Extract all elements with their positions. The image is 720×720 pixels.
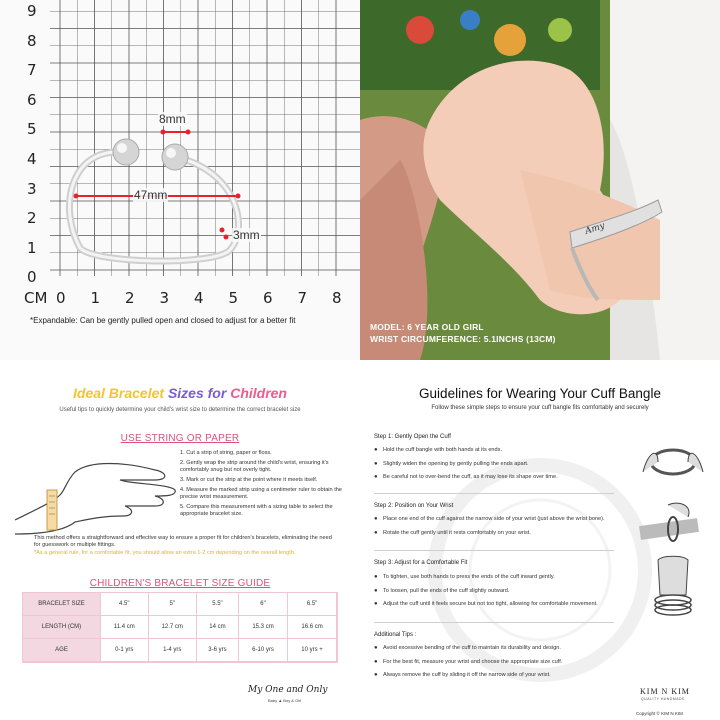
engraved-name: Amy <box>583 221 607 237</box>
y-axis-tick: 0 <box>27 268 37 287</box>
step-1-item: ● Slightly widen the opening by gently pulling the ends apart. <box>374 460 529 467</box>
step-1-list <box>374 447 644 488</box>
table-cell: 14 cm <box>197 616 239 639</box>
y-axis-tick: 2 <box>27 209 37 228</box>
copyright-text: Copyright © KIM N KIM <box>636 711 683 716</box>
step-3-item: ● To tighten, use both hands to press the ends of the cuff inward gently. <box>374 574 555 580</box>
step-1-item: ● Hold the cuff bangle with both hands at its ends. <box>374 447 502 453</box>
y-axis-tick: 9 <box>27 2 37 20</box>
ball-diameter-label: 8mm <box>159 112 186 126</box>
extra-allowance-note: *As a general rule, for a comfortable fit, you should allow an extra 1-2 cm depending on the overall length. <box>34 549 296 556</box>
table-cell: 1-4 yrs <box>149 639 197 662</box>
model-photo <box>360 0 720 360</box>
tip-item: ● Always remove the cuff by sliding it off the narrow side of your wrist. <box>374 672 551 679</box>
table-cell: 6-10 yrs <box>239 639 288 662</box>
brand-tagline: Baby ▲ Boy & Girl <box>268 698 302 703</box>
string-method-steps <box>180 450 348 521</box>
size-table-heading: CHILDREN'S BRACELET SIZE GUIDE <box>89 578 271 589</box>
band-thickness-label: 3mm <box>233 228 260 242</box>
model-age-caption: MODEL: 6 YEAR OLD GIRL <box>370 322 484 332</box>
x-axis-tick: 6 <box>263 289 273 307</box>
wearing-guidelines-panel <box>360 360 720 720</box>
method-note <box>34 535 334 557</box>
step-1-heading: Step 1: Gently Open the Cuff <box>374 434 451 440</box>
y-axis-tick: 7 <box>27 61 37 80</box>
size-guide-subtitle: Useful tips to quickly determine your child's wrist size to determine the correct bracelet size <box>59 407 301 413</box>
y-axis-tick: 5 <box>27 120 37 139</box>
table-cell: 6.5" <box>288 593 337 616</box>
row-header: BRACELET SIZE <box>23 593 101 616</box>
table-cell: 5" <box>149 593 197 616</box>
table-cell: 11.4 cm <box>101 616 149 639</box>
row-header: AGE <box>23 639 101 662</box>
inner-width-label: 47mm <box>134 188 168 202</box>
x-axis-tick: 4 <box>194 289 204 307</box>
size-guide-panel <box>0 360 360 720</box>
step-1-text: 1. Cut a strip of string, paper or floss. <box>180 450 272 456</box>
y-axis-tick: 3 <box>27 179 37 198</box>
guidelines-subtitle: Follow these simple steps to ensure your cuff bangle fits comfortably and securely <box>431 405 649 411</box>
step-1-item: ● Be careful not to over-bend the cuff, as it may lose its shape over time. <box>374 474 558 481</box>
y-axis-tick: 4 <box>27 150 37 168</box>
step-2-list <box>374 516 644 543</box>
y-axis-tick: 6 <box>27 90 37 109</box>
tips-heading: Additional Tips : <box>374 632 417 638</box>
adjust-cuff-illustration <box>638 555 708 620</box>
x-axis-tick: 3 <box>159 289 170 307</box>
method-note-text: This method offers a straightforward and effective way to ensure a proper fit for children's bracelets, eliminating the need for guesswork or multiple fittings. <box>34 535 332 549</box>
table-cell: 3-6 yrs <box>197 639 239 662</box>
divider <box>374 493 614 494</box>
x-axis-tick: 8 <box>332 289 342 307</box>
table-cell: 5.5" <box>197 593 239 616</box>
tip-item: ● For the best fit, measure your wrist and choose the appropriate size cuff. <box>374 658 563 665</box>
y-axis-tick: 1 <box>27 238 37 257</box>
step-3-list <box>374 574 644 615</box>
brand-logo-my-one-and-only: My One and Only <box>248 685 328 695</box>
title-part-2: Sizes for <box>167 385 227 401</box>
step-3-item: ● Adjust the cuff until it feels secure but not too tight, allowing for comfortable movement. <box>374 601 598 608</box>
y-axis-tick: 8 <box>27 31 37 50</box>
x-axis-tick: 7 <box>297 289 308 307</box>
table-cell: 16.6 cm <box>288 616 337 639</box>
table-cell: 4.5" <box>101 593 149 616</box>
table-cell: 12.7 cm <box>149 616 197 639</box>
title-part-3: Children <box>230 385 287 401</box>
step-2-item: ● Place one end of the cuff against the narrow side of your wrist (just above the wrist bone). <box>374 516 605 522</box>
x-axis-tick: 5 <box>228 289 239 307</box>
expandable-note: *Expandable: Can be gently pulled open and closed to adjust for a better fit <box>30 316 296 325</box>
table-cell: 15.3 cm <box>239 616 288 639</box>
x-axis-tick: 0 <box>56 289 66 307</box>
size-table <box>22 592 338 663</box>
table-cell: 0-1 yrs <box>101 639 149 662</box>
tip-item: ● Avoid excessive bending of the cuff to maintain its durability and design. <box>374 645 561 651</box>
table-row <box>23 593 337 616</box>
table-cell: 10 yrs + <box>288 639 337 662</box>
hand-measure-icon <box>5 450 185 540</box>
guidelines-title: Guidelines for Wearing Your Cuff Bangle <box>419 386 661 401</box>
divider <box>374 622 614 623</box>
ruler-measurement-panel <box>0 0 360 360</box>
open-cuff-illustration <box>638 432 708 492</box>
size-guide-title <box>0 385 360 401</box>
divider <box>374 550 614 551</box>
step-4-text: 4. Measure the marked strip using a centimeter ruler to obtain the precise wrist measurement. <box>180 486 342 500</box>
step-3-text: 3. Mark or cut the strip at the point where it meets itself. <box>180 476 318 483</box>
brand-logo-kim-n-kim: KIM N KIM <box>640 687 690 696</box>
axis-unit-label: CM <box>24 289 48 307</box>
model-photo-panel <box>360 0 720 360</box>
table-cell: 6" <box>239 593 288 616</box>
brand-tagline: QUALITY HANDMADE <box>641 697 685 701</box>
row-header: LENGTH (CM) <box>23 616 101 639</box>
table-row <box>23 616 337 639</box>
wrist-circumference-caption: WRIST CIRCUMFERENCE: 5.1INCHS (13CM) <box>370 334 556 344</box>
title-part-1: Ideal Bracelet <box>73 385 165 401</box>
x-axis-tick: 1 <box>90 289 101 307</box>
position-cuff-illustration <box>638 495 708 555</box>
step-3-item: ● To loosen, pull the ends of the cuff slightly outward. <box>374 587 510 594</box>
x-axis-tick: 2 <box>125 289 135 307</box>
step-3-heading: Step 3: Adjust for a Comfortable Fit <box>374 560 468 566</box>
string-method-heading: USE STRING OR PAPER <box>120 433 240 444</box>
table-row <box>23 639 337 662</box>
step-2-heading: Step 2: Position on Your Wrist <box>374 503 454 509</box>
step-2-text: 2. Gently wrap the strip around the child's wrist, ensuring it's comfortably snug but not overly tight. <box>180 459 329 473</box>
step-2-item: ● Rotate the cuff gently until it rests comfortably on your wrist. <box>374 529 531 536</box>
step-5-text: 5. Compare this measurement with a sizing table to select the appropriate bracelet size. <box>180 503 333 517</box>
tips-list <box>374 645 644 686</box>
